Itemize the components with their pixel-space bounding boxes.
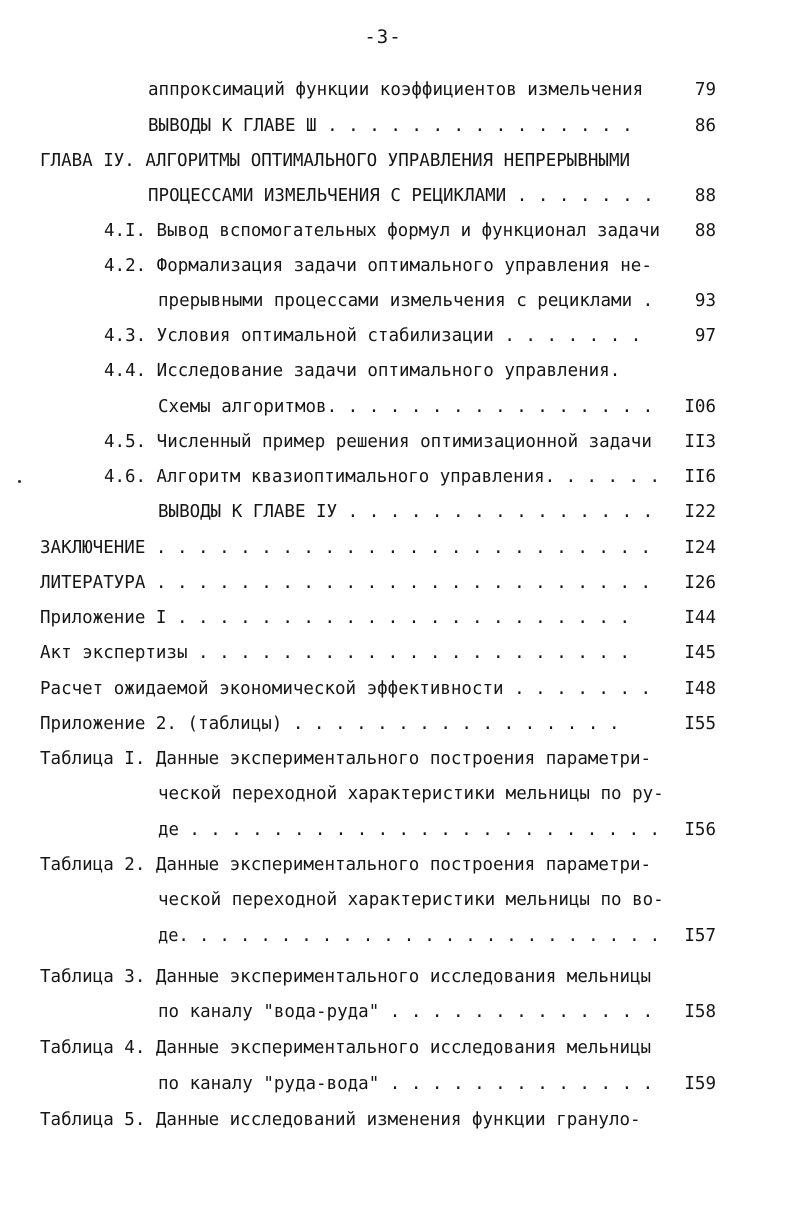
toc-entry: по каналу "вода-руда" . . . . . . . . . . . . . xyxy=(158,1002,654,1022)
toc-page-number: I59 xyxy=(684,1074,716,1094)
toc-entry: по каналу "руда-вода" . . . . . . . . . . . . . xyxy=(158,1074,654,1094)
toc-page-number: I45 xyxy=(684,643,716,663)
toc-page-number: 97 xyxy=(694,326,716,346)
toc-page-number: 88 xyxy=(694,221,716,241)
toc-page-number: II3 xyxy=(684,432,716,452)
toc-entry: Таблица I. Данные экспериментального построения параметри- xyxy=(40,749,652,769)
toc-entry: ЗАКЛЮЧЕНИЕ . . . . . . . . . . . . . . . . . . . . . . . . xyxy=(40,538,652,558)
toc-page-number: I56 xyxy=(684,820,716,840)
toc-page-number: 79 xyxy=(694,80,716,100)
toc-page-number: I44 xyxy=(684,608,716,628)
toc-entry: ческой переходной характеристики мельницы по во- xyxy=(158,890,664,910)
toc-page-number: 86 xyxy=(694,116,716,136)
toc-entry: прерывными процессами измельчения с рециклами . xyxy=(158,291,654,311)
toc-entry: де. . . . . . . . . . . . . . . . . . . . . . . . xyxy=(158,926,660,946)
toc-page-number: I06 xyxy=(684,397,716,417)
scan-speck xyxy=(18,480,21,483)
toc-entry: ВЫВОДЫ К ГЛАВЕ Ш . . . . . . . . . . . . . . . xyxy=(148,116,633,136)
toc-entry: ВЫВОДЫ К ГЛАВЕ IУ . . . . . . . . . . . . . . . xyxy=(158,502,654,522)
toc-entry: 4.3. Условия оптимальной стабилизации . . . . . . . xyxy=(104,326,642,346)
toc-entry: 4.4. Исследование задачи оптимального управления. xyxy=(104,361,621,381)
toc-entry: аппроксимаций функции коэффициентов измельчения xyxy=(148,80,644,100)
toc-entry: де . . . . . . . . . . . . . . . . . . . . . . . xyxy=(158,820,660,840)
toc-entry: Таблица 5. Данные исследований изменения функции грануло- xyxy=(40,1110,641,1130)
toc-page-number: I22 xyxy=(684,502,716,522)
page-number: -3- xyxy=(364,26,402,48)
toc-entry: ЛИТЕРАТУРА . . . . . . . . . . . . . . . . . . . . . . . . xyxy=(40,573,652,593)
toc-entry: Акт экспертизы . . . . . . . . . . . . . . . . . . . . . xyxy=(40,643,631,663)
toc-entry: 4.6. Алгоритм квазиоптимального управления. . . . . . xyxy=(104,467,660,487)
toc-entry: Приложение 2. (таблицы) . . . . . . . . . . . . . . . . xyxy=(40,714,620,734)
toc-page-number: I55 xyxy=(684,714,716,734)
toc-entry: Таблица 2. Данные экспериментального построения параметри- xyxy=(40,855,652,875)
toc-page-number: I48 xyxy=(684,679,716,699)
toc-page-number: I57 xyxy=(684,926,716,946)
toc-entry: 4.I. Вывод вспомогательных формул и функционал задачи xyxy=(104,221,660,241)
toc-entry: Таблица 3. Данные экспериментального исследования мельницы xyxy=(40,967,652,987)
toc-entry: Приложение I . . . . . . . . . . . . . . . . . . . . . . xyxy=(40,608,631,628)
toc-entry: Расчет ожидаемой экономической эффективности . . . . . . . xyxy=(40,679,652,699)
toc-entry: 4.5. Численный пример решения оптимизационной задачи xyxy=(104,432,652,452)
toc-page-number: II6 xyxy=(684,467,716,487)
toc-page-number: I58 xyxy=(684,1002,716,1022)
toc-page-number: 93 xyxy=(694,291,716,311)
toc-page-number: 88 xyxy=(694,186,716,206)
toc-entry: 4.2. Формализация задачи оптимального управления не- xyxy=(104,256,652,276)
toc-entry: Схемы алгоритмов. . . . . . . . . . . . . . . . xyxy=(158,397,654,417)
toc-entry: ческой переходной характеристики мельницы по ру- xyxy=(158,784,664,804)
toc-page-number: I26 xyxy=(684,573,716,593)
toc-entry: ГЛАВА IУ. АЛГОРИТМЫ ОПТИМАЛЬНОГО УПРАВЛЕНИЯ НЕПРЕРЫВНЫМИ xyxy=(40,151,631,171)
toc-entry: ПРОЦЕССАМИ ИЗМЕЛЬЧЕНИЯ С РЕЦИКЛАМИ . . . . . . . xyxy=(148,186,654,206)
toc-page-number: I24 xyxy=(684,538,716,558)
toc-entry: Таблица 4. Данные экспериментального исследования мельницы xyxy=(40,1038,652,1058)
